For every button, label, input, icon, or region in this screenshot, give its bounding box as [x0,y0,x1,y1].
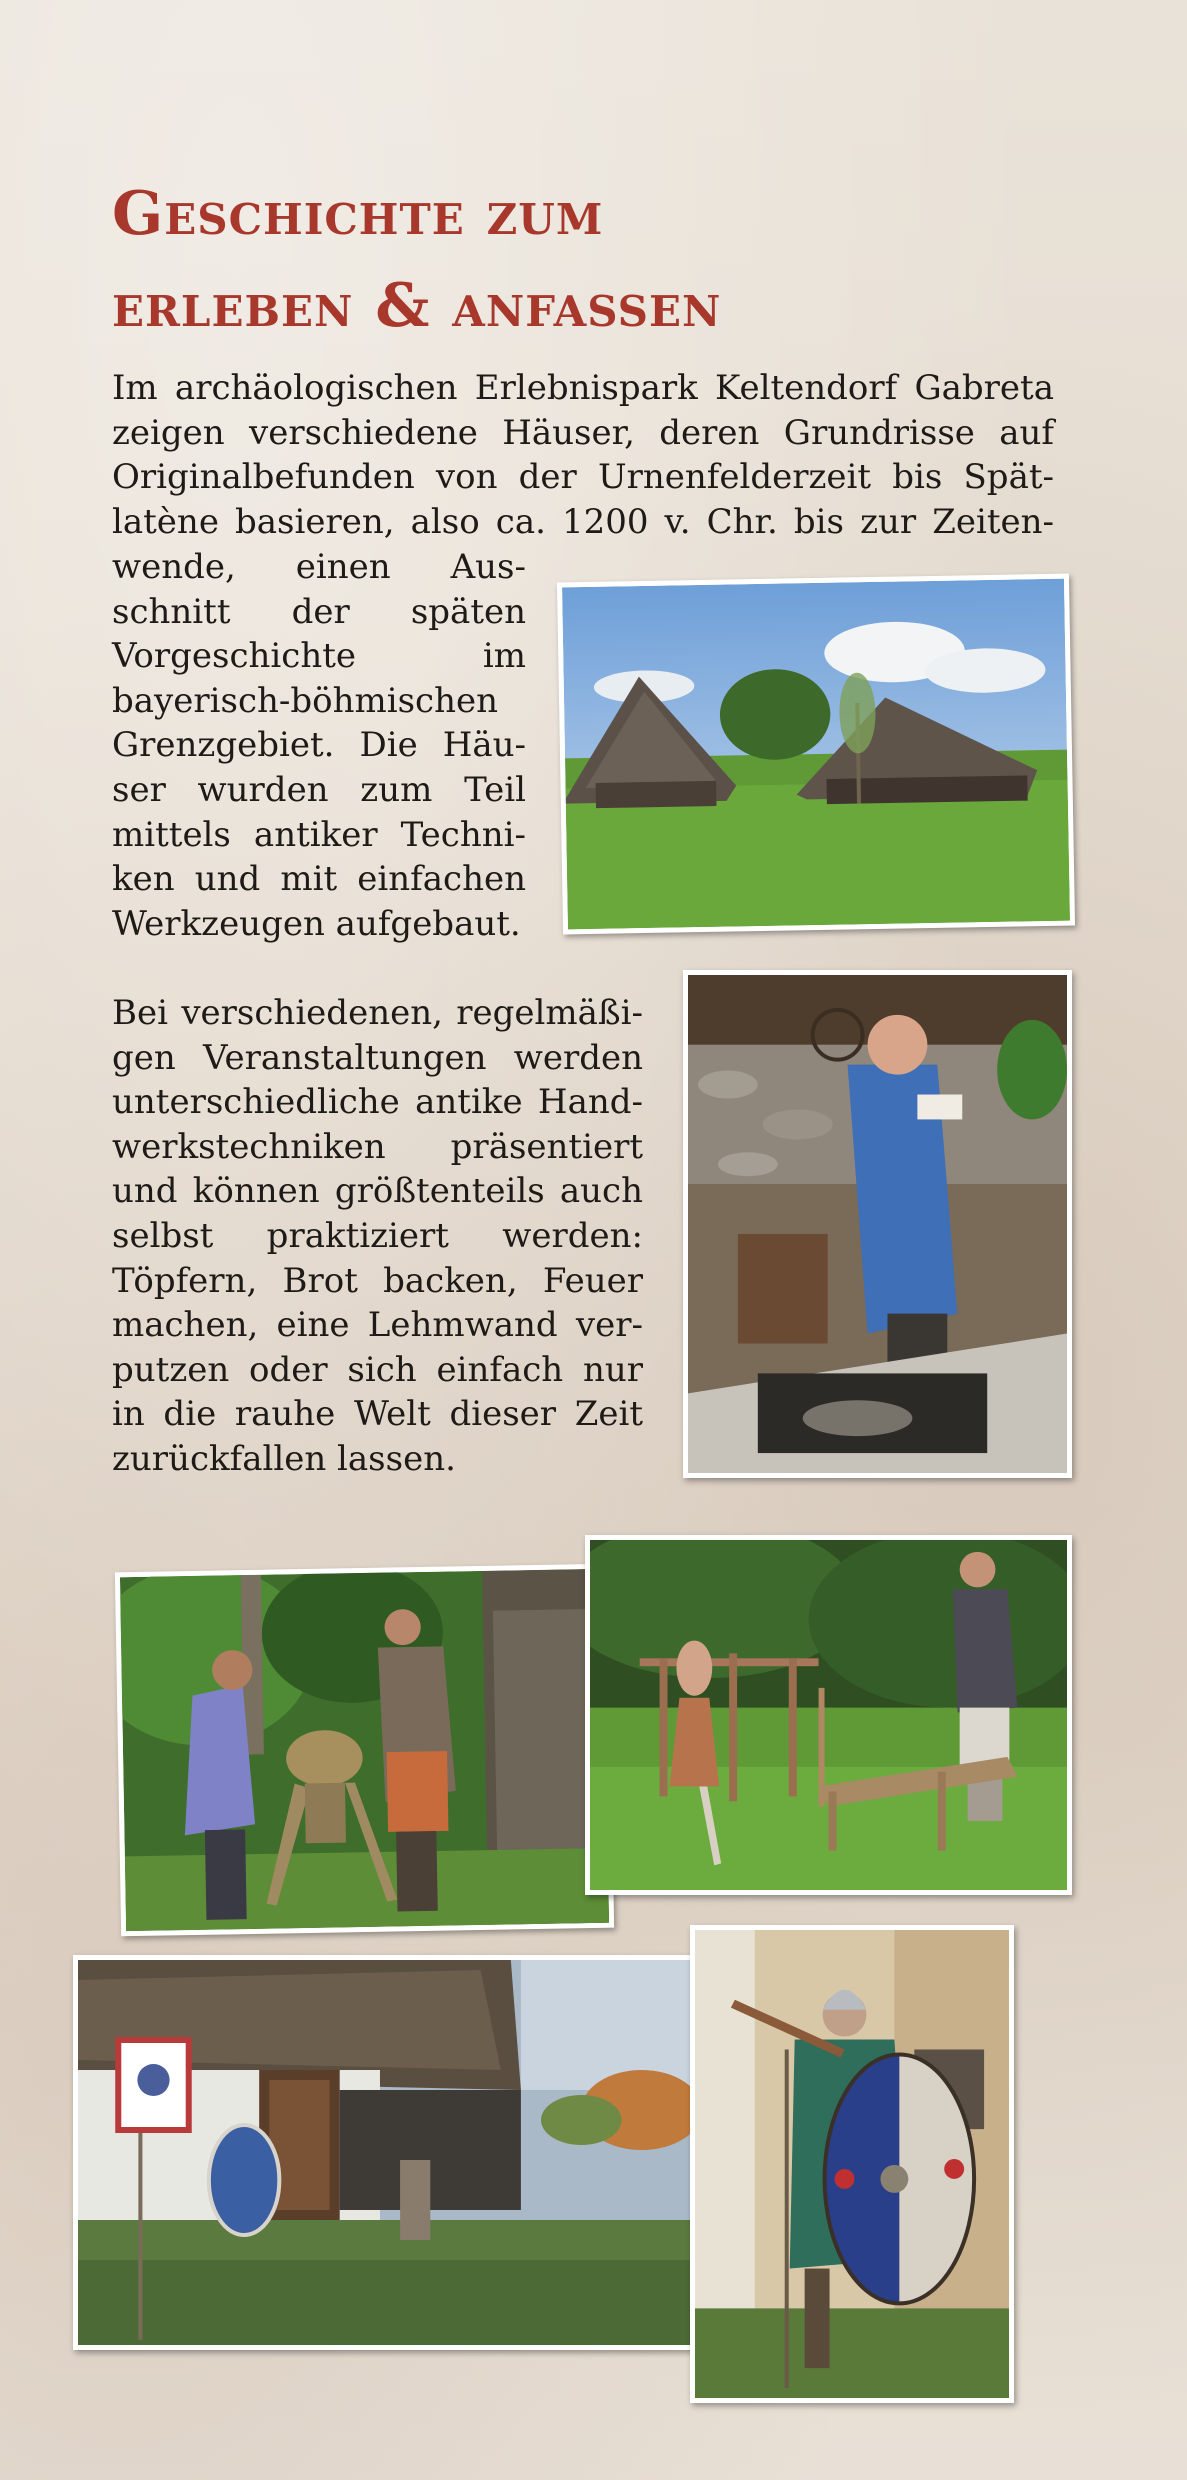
text-line: Bei verschiedenen, regelmäßi- [112,993,643,1033]
text-line: Töpfern, Brot backen, Feuer [112,1260,643,1301]
text-line: putzen oder sich einfach nur [112,1349,643,1390]
photo-loom [585,1535,1072,1895]
page-title [112,168,1012,352]
photo-blacksmith [683,970,1072,1478]
photo-warrior-shield [690,1925,1014,2403]
text-line: wende, einen Aus- [112,547,526,587]
text-line: Grenzgebiet. Die Häu- [112,725,526,766]
text-line: schnitt der späten [112,591,526,632]
text-line: werkstechniken präsentiert [112,1126,643,1167]
text-line: selbst praktiziert werden: [112,1215,643,1256]
text-line: und können größtenteils auch [112,1171,643,1212]
text-line: Werkzeugen aufgebaut. [112,903,521,944]
intro-paragraph-full [112,366,1054,544]
text-line: zurückfallen lassen. [112,1438,456,1479]
photo-thatched-house-shield [73,1955,697,2350]
text-line: bayerisch-böhmischen [112,680,499,721]
text-line: ser wurden zum Teil [112,769,526,810]
events-paragraph [112,991,643,1482]
text-line: mittels antiker Techni- [112,814,526,855]
text-line: Vorgeschichte im [112,636,526,677]
text-line: latène basieren, also ca. 1200 v. Chr. bis zur Zeiten- [112,501,1054,542]
photo-thatched-houses [557,574,1075,935]
photo-grinding-wheel [115,1564,614,1937]
text-line: zeigen verschiedene Häuser, deren Grundrisse auf [112,412,1054,453]
intro-paragraph-narrow [112,545,526,946]
text-line: machen, eine Lehmwand ver- [112,1305,643,1346]
text-line: Originalbefunden von der Urnenfelderzeit bis Spät- [112,457,1054,498]
title-line-1: Geschichte zum [112,179,604,249]
text-line: gen Veranstaltungen werden [112,1037,643,1078]
text-line: Im archäologischen Erlebnispark Keltendorf Gabreta [112,368,1054,408]
text-line: unterschiedliche antike Hand- [112,1082,643,1123]
title-line-2: erleben & anfassen [112,271,722,341]
text-line: in die rauhe Welt dieser Zeit [112,1394,643,1435]
text-line: ken und mit einfachen [112,859,526,900]
